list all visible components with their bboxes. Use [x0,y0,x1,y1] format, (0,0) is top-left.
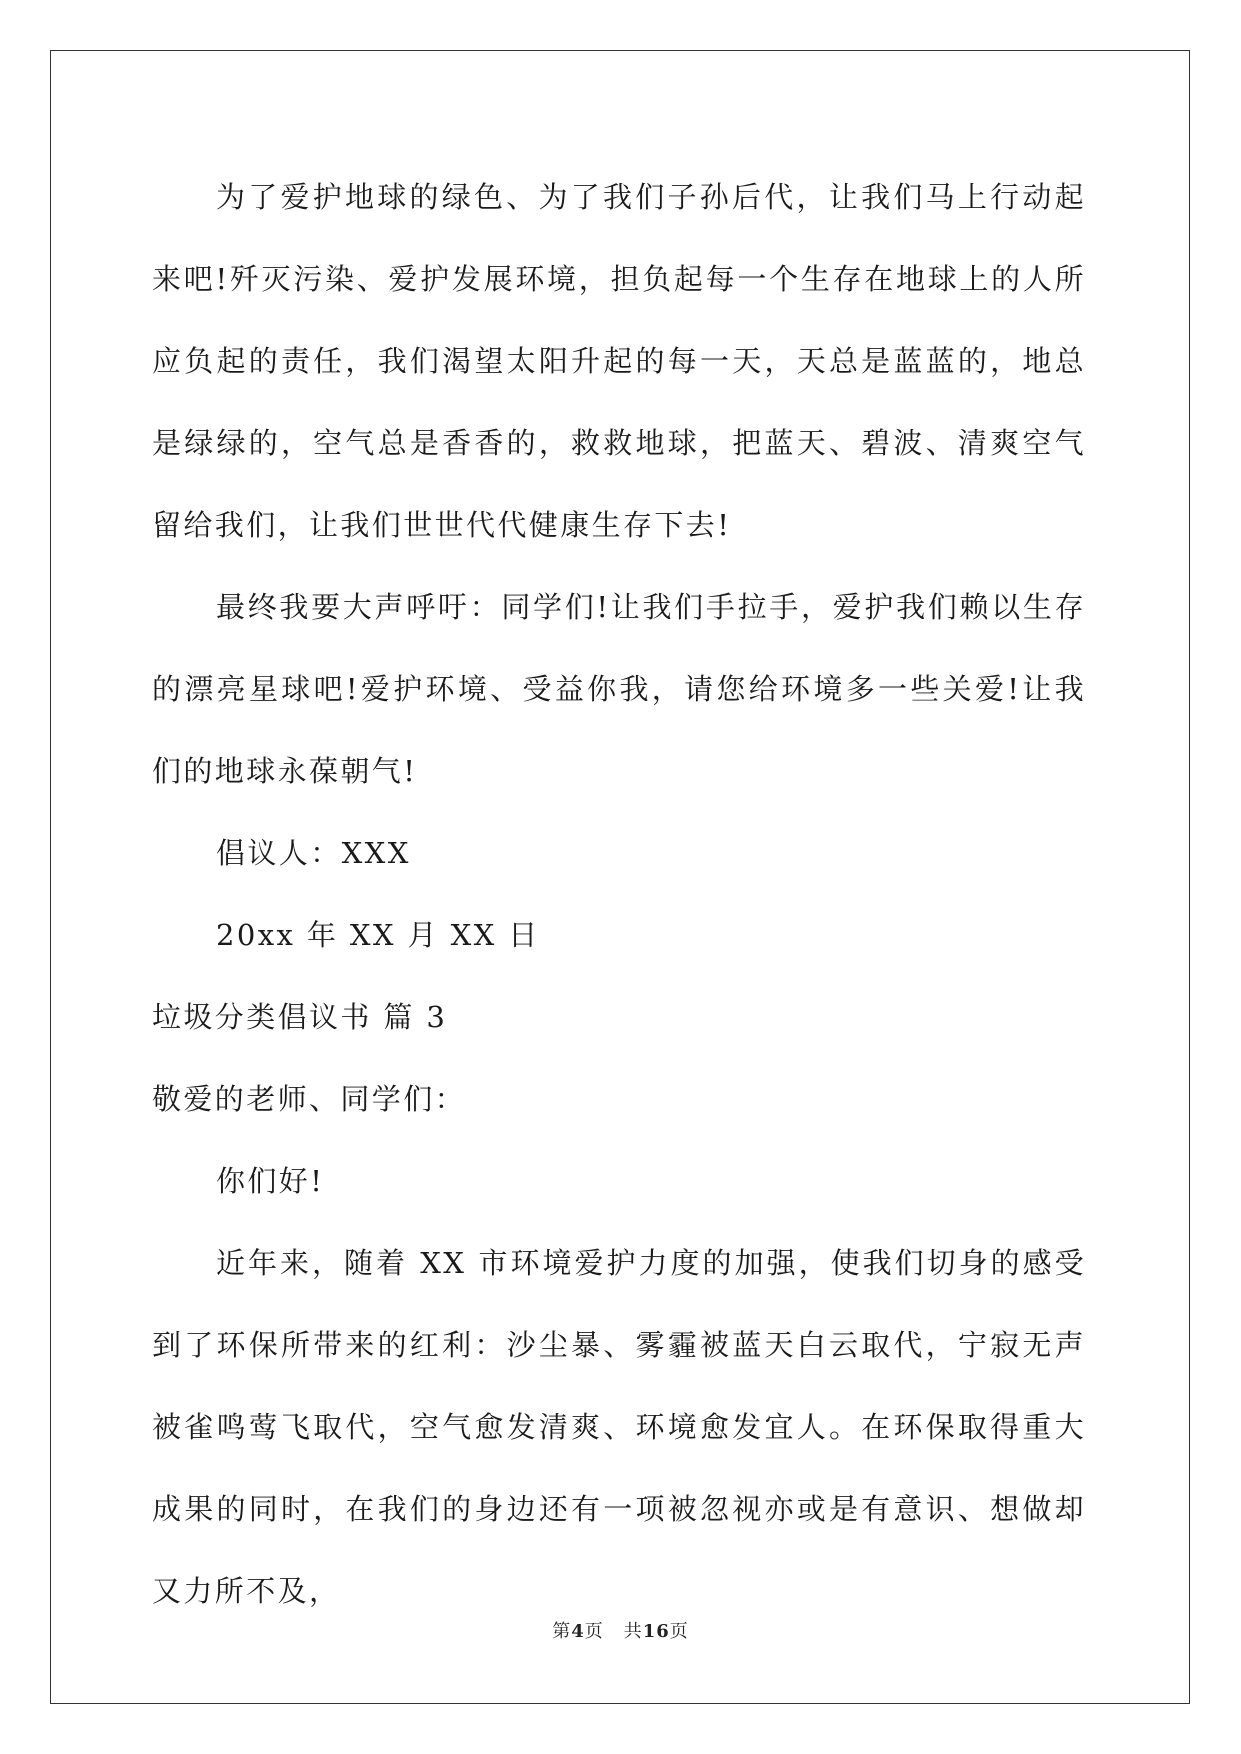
page-footer [0,1620,1241,1644]
date-line: 20xx 年 XX 月 XX 日 [216,918,540,952]
greeting: 你们好! [216,1164,325,1198]
footer-total-suffix: 页 [669,1621,689,1642]
section-heading: 垃圾分类倡议书 篇 3 [152,1000,448,1034]
document-body [152,156,1086,1632]
footer-page-number: 4 [571,1621,585,1642]
paragraph-3: 近年来，随着 XX 市环境爱护力度的加强，使我们切身的感受到了环保所带来的红利：沙尘暴、雾霾被蓝天白云取代，宁寂无声被雀鸣莺飞取代，空气愈发清爽、环境愈发宜人。在环保取得重大成果的同时，在我们的身边还有一项被忽视亦或是有意识、想做却又力所不及， [152,1246,1086,1608]
salutation: 敬爱的老师、同学们： [152,1082,467,1116]
footer-page-prefix: 第 [552,1621,572,1642]
signature-line: 倡议人：XXX [216,836,411,870]
footer-page-suffix: 页 [584,1621,604,1642]
footer-total-prefix: 共 [623,1621,643,1642]
paragraph-1: 为了爱护地球的绿色、为了我们子孙后代，让我们马上行动起来吧!歼灭污染、爱护发展环境，担负起每一个生存在地球上的人所应负起的责任，我们渴望太阳升起的每一天，天总是蓝蓝的，地总是绿绿的，空气总是香香的，救救地球，把蓝天、碧波、清爽空气留给我们，让我们世世代代健康生存下去! [152,180,1086,542]
paragraph-2: 最终我要大声呼吁：同学们!让我们手拉手，爱护我们赖以生存的漂亮星球吧!爱护环境、受益你我，请您给环境多一些关爱!让我们的地球永葆朝气! [152,590,1086,788]
footer-total-pages: 16 [642,1621,670,1642]
